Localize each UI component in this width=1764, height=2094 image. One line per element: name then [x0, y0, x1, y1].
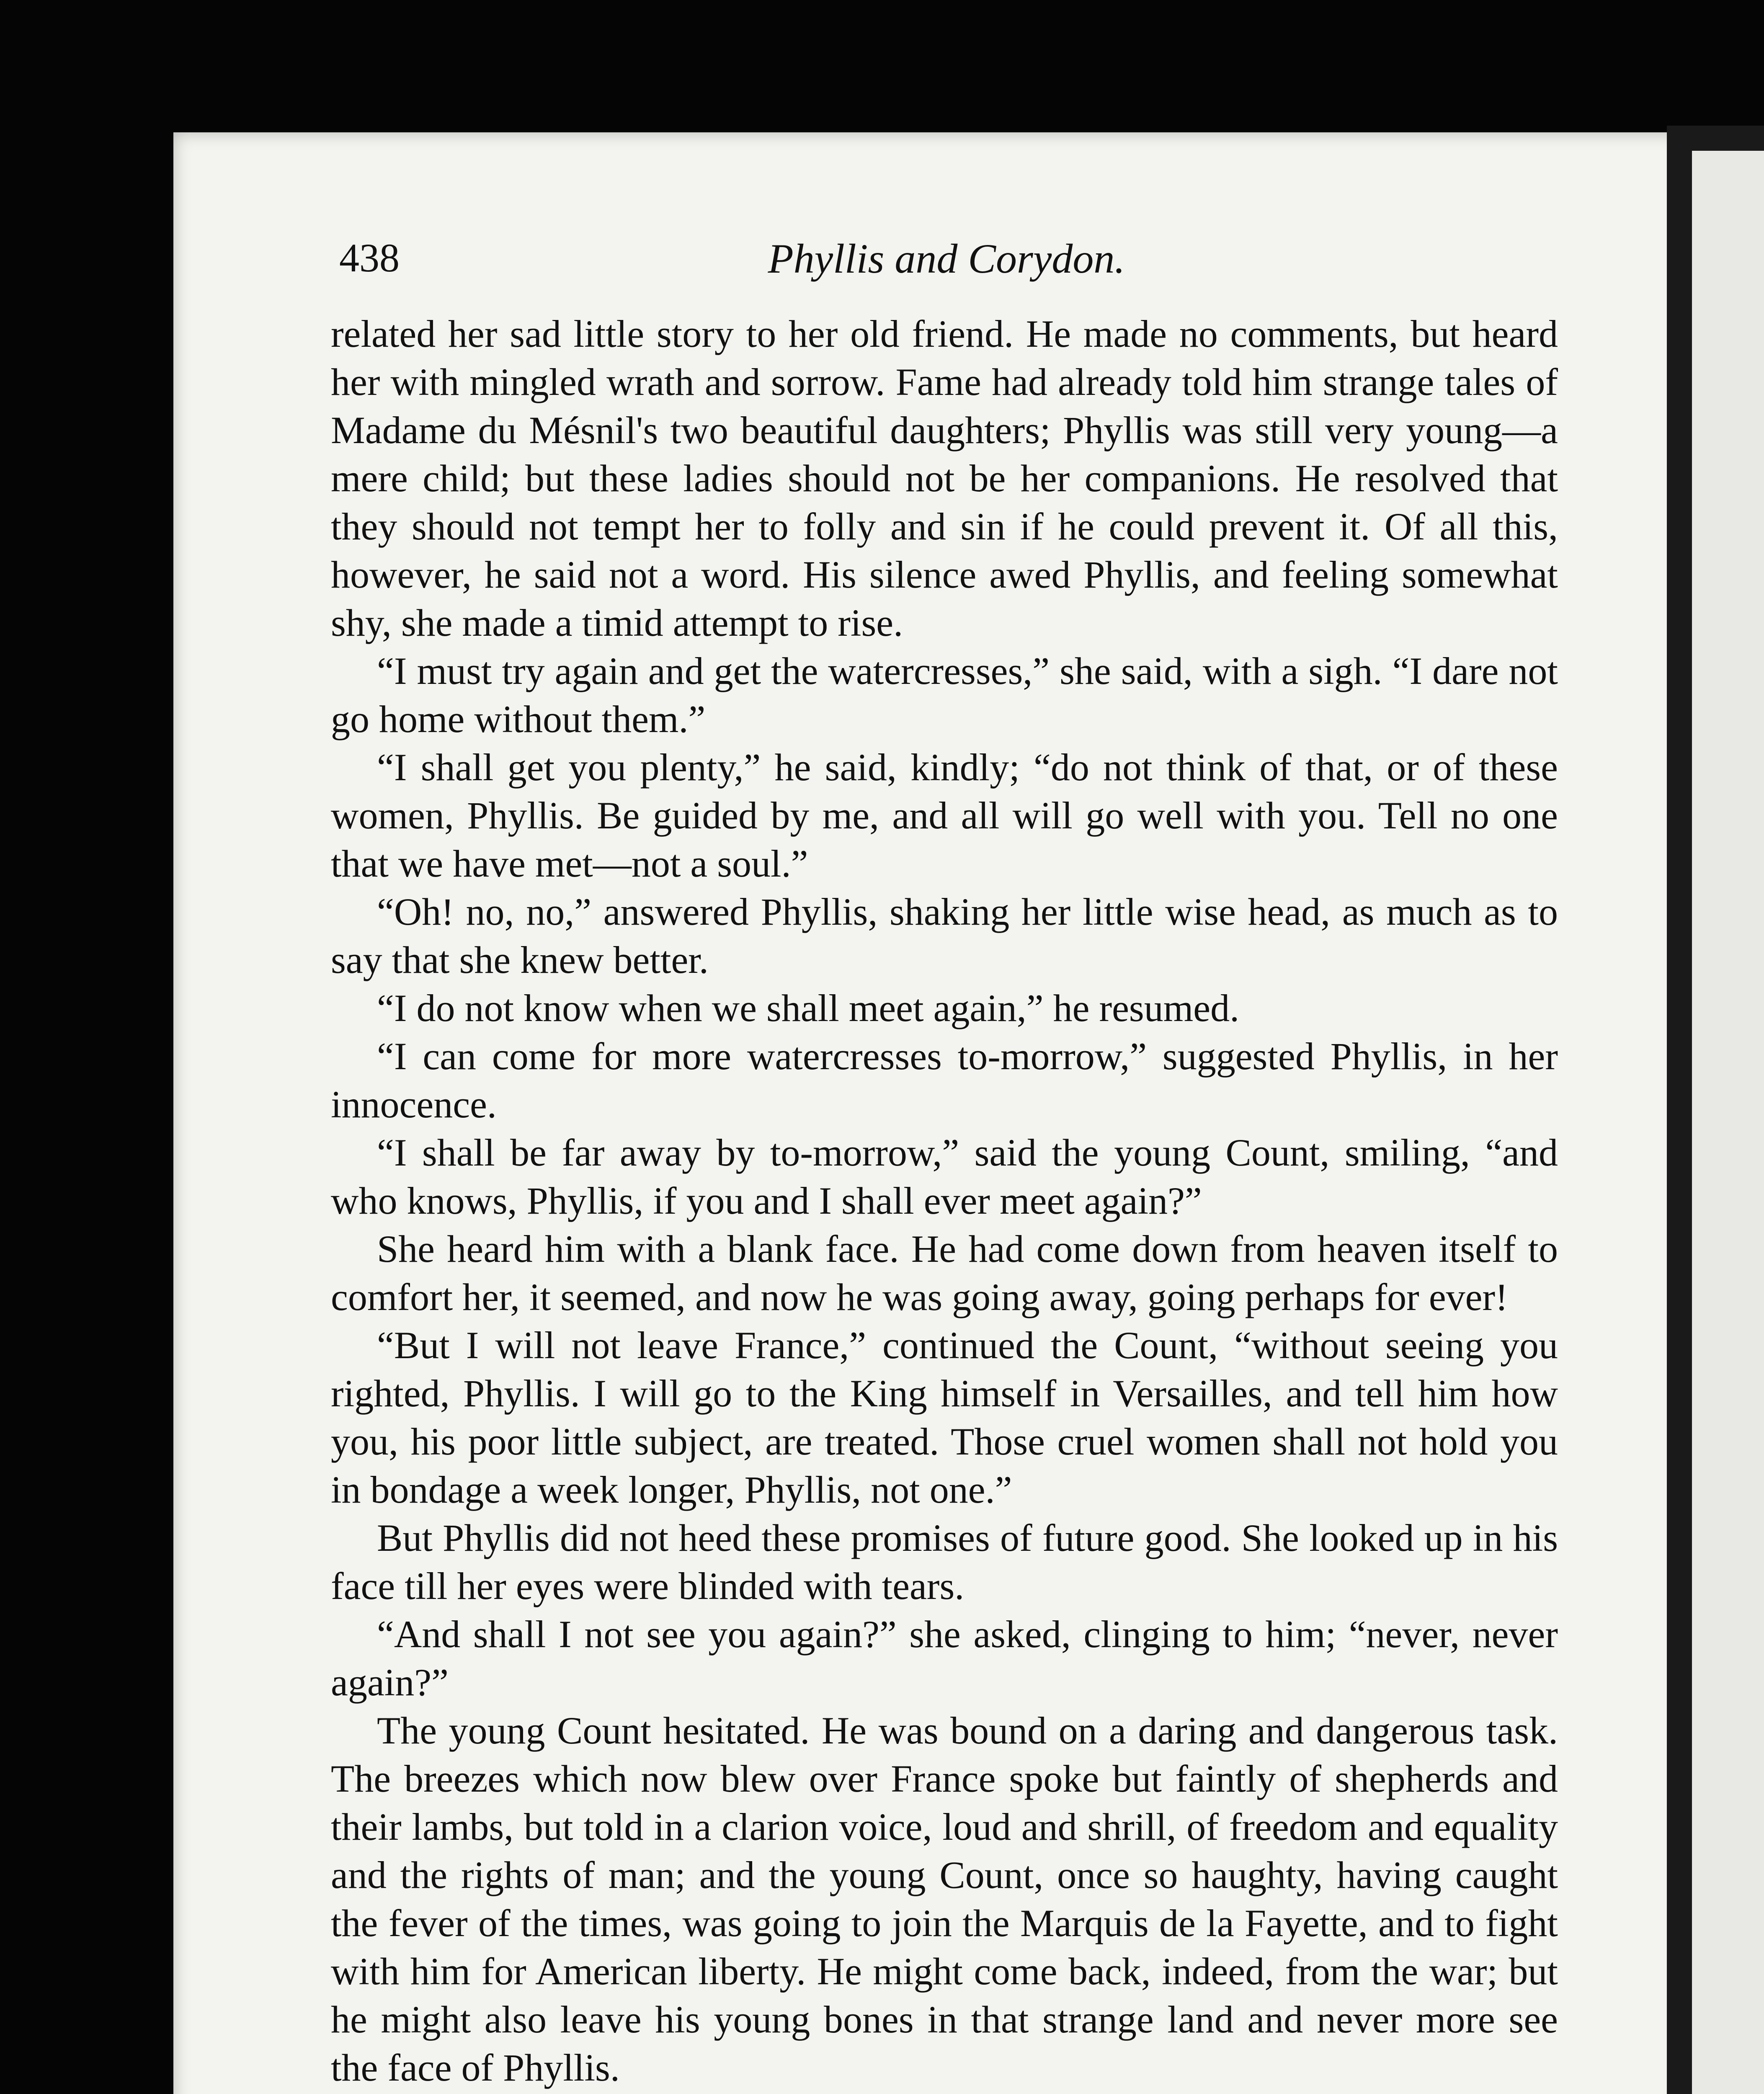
- paragraph: “I shall get you plenty,” he said, kindly; “do not think of that, or of these women, Phyllis. Be guided by me, and all will go well with you. Tell no one that we have met—not a soul.”: [331, 746, 1558, 885]
- paragraph: “I must try again and get the watercresses,” she said, with a sigh. “I dare not go home without them.”: [331, 650, 1558, 740]
- paragraph: “Oh! no, no,” answered Phyllis, shaking her little wise head, as much as to say that she knew better.: [331, 890, 1558, 981]
- body-text: [331, 310, 1558, 2094]
- book-title: Phyllis and Corydon.: [768, 235, 1125, 282]
- facing-page-edge: [1692, 151, 1764, 2094]
- paragraph: related her sad little story to her old friend. He made no comments, but heard her with mingled wrath and sorrow. Fame had already told him strange tales of Madame du Mésnil's two beautiful daughters; Phyllis was still very young—a mere child; but these ladies should not be her companions. He resolved that they should not tempt her to folly and sin if he could prevent it. Of all this, however, he said not a word. His silence awed Phyllis, and feeling somewhat shy, she made a timid attempt to rise.: [331, 312, 1558, 644]
- paragraph: “But I will not leave France,” continued the Count, “without seeing you righted, Phyllis. I will go to the King himself in Versailles, and tell him how you, his poor little subject, are treated. Those cruel women shall not hold you in bondage a week longer, Phyllis, not one.”: [331, 1324, 1558, 1511]
- paragraph: “I can come for more watercresses to-morrow,” suggested Phyllis, in her innocence.: [331, 1035, 1558, 1126]
- paragraph: The young Count hesitated. He was bound on a daring and dangerous task. The breezes which now blew over France spoke but faintly of shepherds and their lambs, but told in a clarion voice, loud and shrill, of freedom and equality and the rights of man; and the young Count, once so haughty, having caught the fever of the times, was going to join the Marquis de la Fayette, and to fight with him for American liberty. He might come back, indeed, from the war; but he might also leave his young bones in that strange land and never more see the face of Phyllis.: [331, 1709, 1558, 2089]
- paragraph: “I shall be far away by to-morrow,” said the young Count, smiling, “and who knows, Phyllis, if you and I shall ever meet again?”: [331, 1131, 1558, 1222]
- page-number: 438: [339, 235, 400, 280]
- paragraph: But Phyllis did not heed these promises of future good. She looked up in his face till her eyes were blinded with tears.: [331, 1516, 1558, 1607]
- paragraph: [331, 2092, 1558, 2094]
- paragraph: She heard him with a blank face. He had come down from heaven itself to comfort her, it seemed, and now he was going away, going perhaps for ever!: [331, 1228, 1558, 1318]
- paragraph: “And shall I not see you again?” she asked, clinging to him; “never, never again?”: [331, 1613, 1558, 1704]
- paragraph: “I do not know when we shall meet again,” he resumed.: [377, 987, 1240, 1029]
- running-head: [339, 235, 1554, 285]
